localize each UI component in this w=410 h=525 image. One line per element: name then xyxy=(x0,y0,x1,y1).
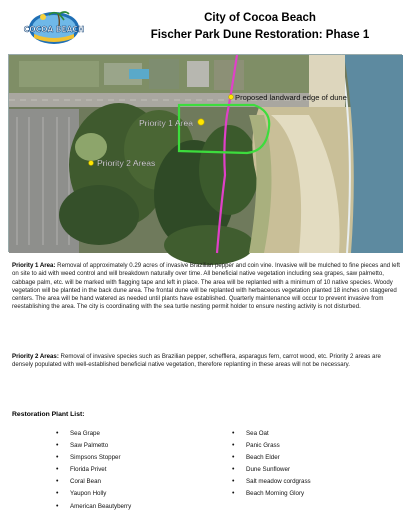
plant-list-item: • American Beautyberry xyxy=(56,501,131,513)
plant-list-item: • Sea Oat xyxy=(232,428,311,440)
plant-list-item: • Panic Grass xyxy=(232,440,311,452)
plant-list-item: • Salt meadow cordgrass xyxy=(232,476,311,488)
plant-list-right xyxy=(232,428,311,501)
priority1-text: Removal of approximately 0.29 acres of invasive Brazilian pepper and coin vine. Invasive will be mulched to fine pieces and left on site to aid with weed control and will breakdown naturally over time. All beneficial native vegetation including sea grapes, saw palmetto, cabbage palm, etc. will be marked with flagging tape and left in place. The area will be replanted with a minimum of 10 native species. Woody vegetation will be planted in the back dune area. The frontal dune will be replanted with herbaceous vegetation planted 18 inches on staggered centers. The area will be hand watered as needed until plants have established. Quarterly maintenance will occur to prevent invasive from reestablishing the area. The city is coordinating with the sea turtle nesting permit holder to ensure nesting activity is not disturbed. xyxy=(12,262,400,311)
plant-list-item: • Florida Privet xyxy=(56,464,131,476)
plant-list-item: • Beach Elder xyxy=(232,452,311,464)
city-logo xyxy=(23,8,85,46)
plant-list-item: • Sea Grape xyxy=(56,428,131,440)
title-city: City of Cocoa Beach xyxy=(204,12,316,24)
priority1-description xyxy=(12,262,400,312)
map-label-landward-edge: Proposed landward edge of dune xyxy=(235,93,347,102)
logo-text: COCOA BEACH xyxy=(23,25,85,34)
plant-list-item: • Beach Morning Glory xyxy=(232,488,311,500)
map-label-priority1: Priority 1 Area xyxy=(139,118,193,128)
document-title xyxy=(120,10,400,44)
plant-list-left xyxy=(56,428,131,513)
priority2-text: Removal of invasive species such as Brazilian pepper, schefflera, asparagus fern, carrot wood, etc. Priority 2 areas are densely populated with well-established beneficial native vegetation, therefore replanting in these areas will not be necessary. xyxy=(12,353,381,369)
plant-list-item: • Coral Bean xyxy=(56,476,131,488)
plant-list-item: • Simpsons Stopper xyxy=(56,452,131,464)
plant-list-item: • Dune Sunflower xyxy=(232,464,311,476)
plant-list-item: • Yaupon Holly xyxy=(56,488,131,500)
plant-list-heading: Restoration Plant List: xyxy=(12,411,85,418)
priority1-label: Priority 1 Area: xyxy=(12,262,56,269)
map-label-priority2: Priority 2 Areas xyxy=(97,158,156,168)
priority2-label: Priority 2 Areas: xyxy=(12,353,59,360)
plant-list-item: • Saw Palmetto xyxy=(56,440,131,452)
title-project: Fischer Park Dune Restoration: Phase 1 xyxy=(150,29,370,41)
priority2-description xyxy=(12,353,400,370)
aerial-site-map xyxy=(8,54,402,252)
